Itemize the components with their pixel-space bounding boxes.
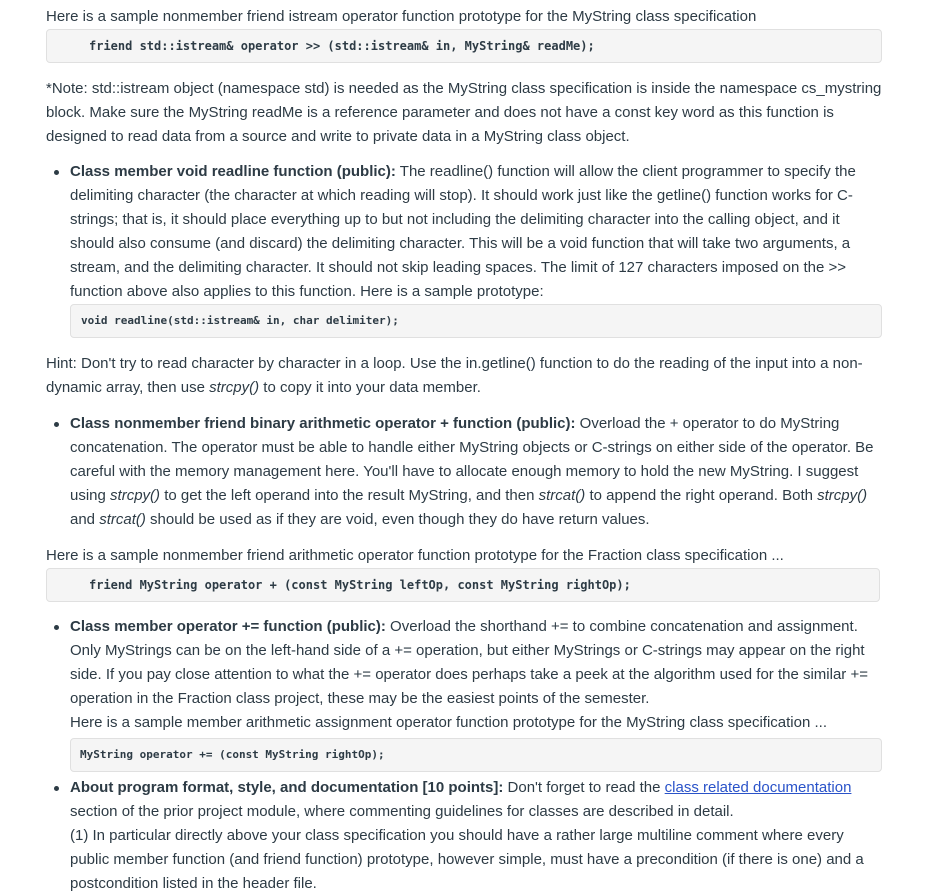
istream-operator-code: friend std::istream& operator >> (std::istream& in, MyString& readMe); (46, 29, 882, 63)
intro-sentence: Here is a sample nonmember friend istream operator function prototype for the MyString class specification (46, 8, 757, 25)
fraction-sentence: Here is a sample nonmember friend arithmetic operator function prototype for the Fraction class specification ... (46, 547, 784, 564)
list-item-plus-operator (46, 412, 884, 532)
list-item-format (46, 776, 884, 896)
plus-assign-title: Class member operator += function (public): (70, 618, 386, 635)
readline-title: Class member void readline function (public): (70, 163, 396, 180)
plus-operator-title: Class nonmember friend binary arithmetic operator + function (public): (70, 415, 576, 432)
class-documentation-link[interactable]: class related documentation (664, 779, 852, 796)
plus-strcpy-2: strcpy() (817, 487, 868, 504)
format-point-1: (1) In particular directly above your class specification you should have a rather large multiline comment where every public member function (and friend function) prototype, however simple, must have a precondition (if there is one) and a postcondition listed in the header file. (70, 827, 864, 892)
plus-text-4: and (70, 511, 100, 528)
bullet-list-plus (46, 412, 884, 532)
readline-code: void readline(std::istream& in, char delimiter); (70, 304, 882, 338)
plus-strcpy: strcpy() (110, 487, 161, 504)
bullet-list-rest (46, 615, 884, 896)
namespace-note: *Note: std::istream object (namespace std) is needed as the MyString class specification is inside the namespace cs_mystring block. Make sure the MyString readMe is a reference parameter and does not have a const key word as this function is designed to read data from a source and write to private data in a MyString class object. (46, 80, 882, 145)
plus-text-1: Overload the + operator to do MyString concatenation. The operator must be able to handle either MyString objects or C-strings on either side of the operator. Be careful with the memory management here. You'll have to allocate enough memory to hold the new MyString. I suggest using (70, 415, 874, 504)
hint-paragraph (46, 352, 891, 400)
plus-strcat: strcat() (538, 487, 586, 504)
plus-assign-sample: Here is a sample member arithmetic assignment operator function prototype for the MyString class specification ... (70, 714, 827, 731)
bullet-list-readline (46, 160, 884, 304)
hint-text-1: Hint: Don't try to read character by character in a loop. Use the in.getline() function to do the reading of the input into a non-dynamic array, then use (46, 355, 863, 396)
format-text-2: section of the prior project module, where commenting guidelines for classes are described in detail. (70, 803, 734, 820)
plus-text-2: to get the left operand into the result MyString, and then (160, 487, 539, 504)
plus-operator-code: friend MyString operator + (const MyString leftOp, const MyString rightOp); (46, 568, 880, 602)
list-item-readline (46, 160, 884, 304)
plus-strcat-2: strcat() (99, 511, 146, 528)
hint-strcpy: strcpy() (209, 379, 260, 396)
hint-text-2: to copy it into your data member. (259, 379, 481, 396)
plus-text-3: to append the right operand. Both (585, 487, 818, 504)
plus-assign-body: Overload the shorthand += to combine concatenation and assignment. Only MyStrings can be on the left-hand side of a += operation, but either MyStrings or C-strings may appear on the right side. If you pay close attention to what the += operator does perhaps take a peek at the algorithm used for the similar += operation in the Fraction class project, these may be the easiest points of the semester. (70, 618, 868, 707)
format-text-1: Don't forget to read the (503, 779, 665, 796)
plus-assign-code: MyString operator += (const MyString rightOp); (70, 738, 882, 772)
plus-text-5: should be used as if they are void, even though they do have return values. (145, 511, 650, 528)
format-title: About program format, style, and documentation [10 points]: (70, 779, 504, 796)
readline-body: The readline() function will allow the client programmer to specify the delimiting character (the character at which reading will stop). It should work just like the getline() function works for C-strings; that is, it should place everything up to but not including the delimiting character into the calling object, and it should also consume (and discard) the delimiting character. This will be a void function that will take two arguments, a stream, and the delimiting character. It should not skip leading spaces. The limit of 127 characters imposed on the >> function above also applies to this function. Here is a sample prototype: (70, 163, 856, 300)
list-item-plus-assign (46, 615, 884, 776)
